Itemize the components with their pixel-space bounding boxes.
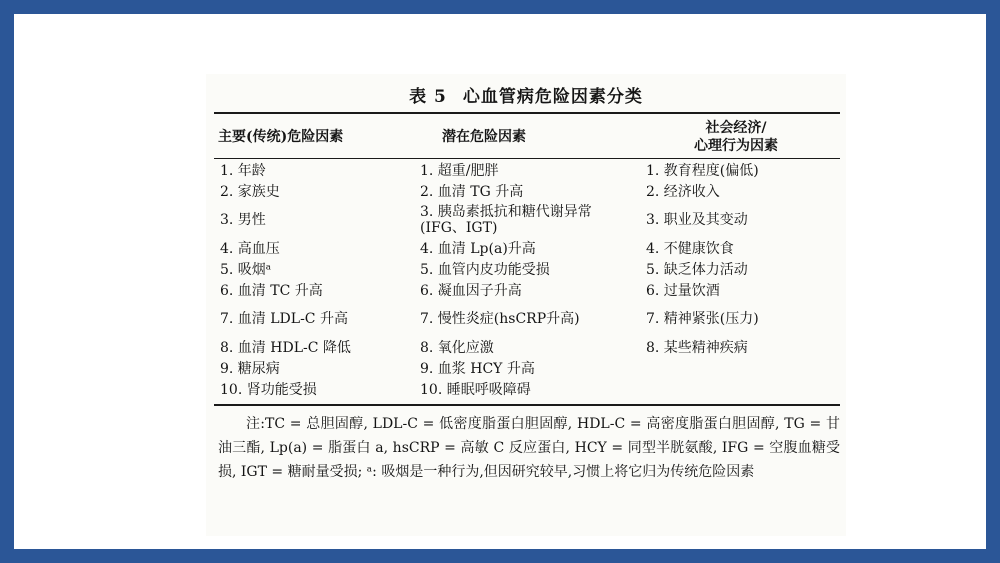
- table-title-text: 心血管病危险因素分类: [462, 87, 643, 107]
- table-cell: 9. 血浆 HCY 升高: [420, 360, 535, 377]
- table-cell: 5. 吸烟ᵃ: [220, 261, 272, 278]
- header-socioeconomic-factors: 社会经济/ 心理行为因素: [694, 120, 778, 154]
- table-row: [206, 337, 846, 358]
- table-cell: 10. 肾功能受损: [220, 381, 317, 398]
- table-row: [206, 259, 846, 280]
- table-cell: 8. 氧化应激: [420, 339, 494, 356]
- table-row: [206, 379, 846, 400]
- table-cell: 10. 睡眠呼吸障碍: [420, 381, 531, 398]
- table-row: [206, 358, 846, 379]
- top-rule: [214, 112, 840, 114]
- table-cell: 1. 年龄: [220, 162, 266, 179]
- header-rule: [214, 158, 840, 159]
- table-cell: 6. 血清 TC 升高: [220, 282, 323, 299]
- table-cell: 8. 某些精神疾病: [646, 339, 748, 356]
- document-scan: [206, 74, 846, 536]
- table-cell: 4. 血清 Lp(a)升高: [420, 240, 536, 257]
- table-cell: 6. 过量饮酒: [646, 282, 720, 299]
- table-cell: 7. 慢性炎症(hsCRP升高): [420, 311, 580, 327]
- table-cell: 6. 凝血因子升高: [420, 282, 522, 299]
- table-number: 表 5: [409, 87, 447, 107]
- table-cell: 4. 高血压: [220, 240, 280, 257]
- slide: [14, 14, 986, 549]
- table-row: [206, 280, 846, 301]
- table-cell: 9. 糖尿病: [220, 360, 280, 377]
- table-row: [206, 202, 846, 238]
- table-cell: 2. 血清 TG 升高: [420, 183, 524, 200]
- table-cell: 2. 经济收入: [646, 183, 720, 200]
- bottom-rule: [214, 404, 840, 406]
- table-body: [206, 160, 846, 400]
- header-potential-factors: 潜在危险因素: [442, 129, 526, 145]
- table-cell: 3. 胰岛素抵抗和糖代谢异常(IFG、IGT): [420, 204, 592, 236]
- header-primary-factors: 主要(传统)危险因素: [218, 129, 344, 145]
- table-cell: 7. 精神紧张(压力): [646, 311, 759, 327]
- table-title: [206, 82, 846, 107]
- table-cell: 5. 缺乏体力活动: [646, 261, 748, 278]
- table-row: [206, 301, 846, 337]
- table-cell: 7. 血清 LDL-C 升高: [220, 311, 348, 327]
- table-cell: 1. 教育程度(偏低): [646, 162, 759, 179]
- table-cell: 3. 男性: [220, 212, 266, 228]
- table-cell: 8. 血清 HDL-C 降低: [220, 339, 351, 356]
- table-cell: 4. 不健康饮食: [646, 240, 734, 257]
- table-row: [206, 181, 846, 202]
- table-cell: 1. 超重/肥胖: [420, 162, 499, 179]
- table-row: [206, 238, 846, 259]
- table-cell: 2. 家族史: [220, 183, 280, 200]
- table-note: 注:TC = 总胆固醇, LDL-C = 低密度脂蛋白胆固醇, HDL-C = 高密度脂蛋白胆固醇, TG = 甘油三酯, Lp(a) = 脂蛋白 a, hsCRP = 高敏 C 反应蛋白, HCY = 同型半胱氨酸, IFG = 空腹血糖受损, IGT = 糖耐量受损; ᵃ: 吸烟是一种行为,但因研究较早,习惯上将它归为传统危险因素: [218, 416, 840, 480]
- table-cell: 3. 职业及其变动: [646, 212, 748, 228]
- table-row: [206, 160, 846, 181]
- table-cell: 5. 血管内皮功能受损: [420, 261, 550, 278]
